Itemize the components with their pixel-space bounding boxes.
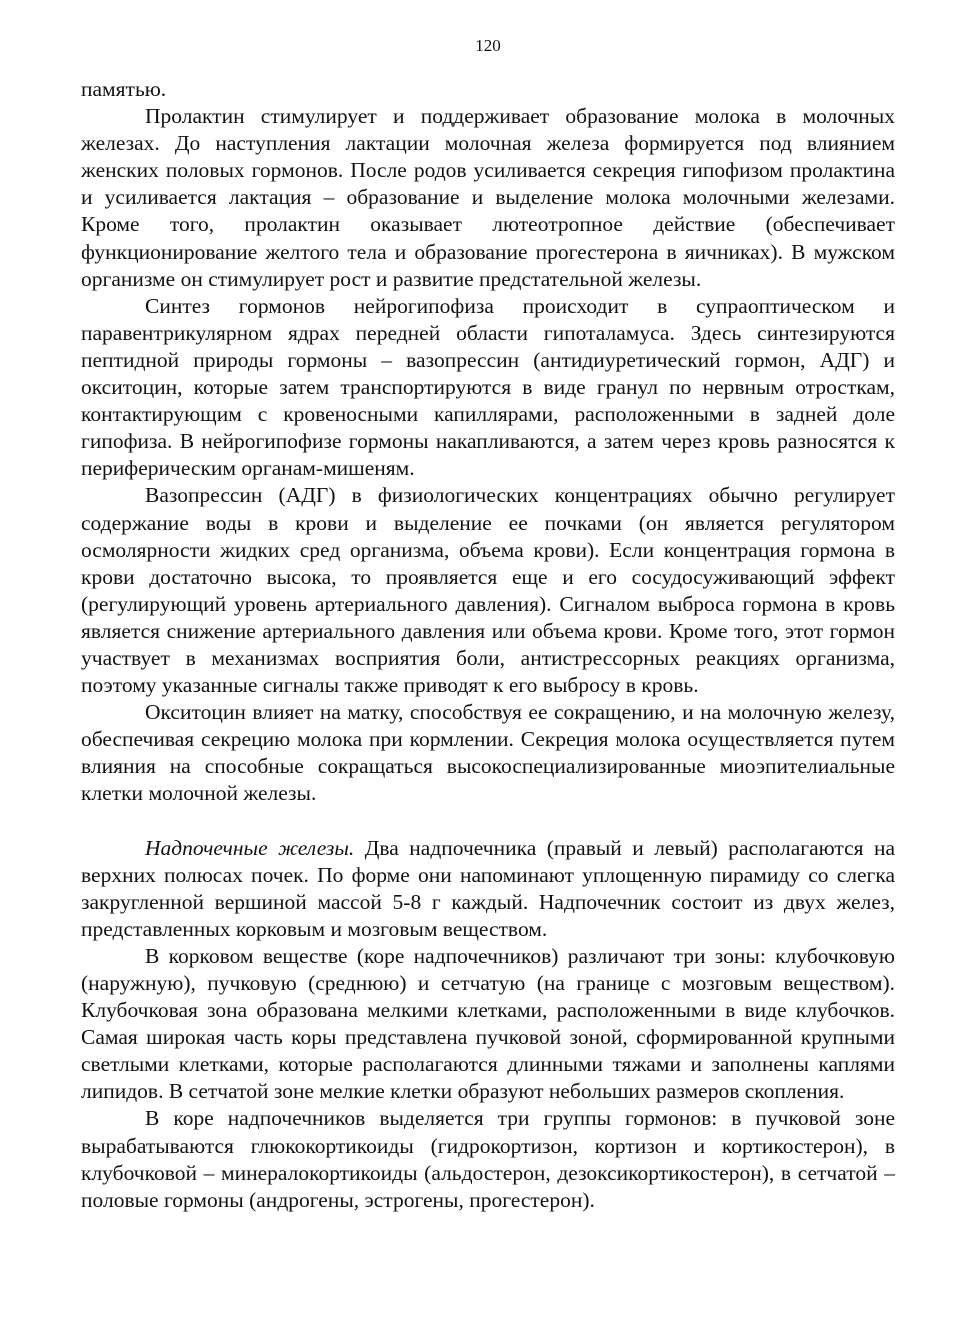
paragraph-continuation: памятью. [81,77,167,101]
section-intro-text: Два надпочечника (правый и левый) располагаются на верхних полюсах почек. По форме они напоминают уплощенную пирамиду со слегка закругленной вершиной массой 5-8 г каждый. Надпочечник состоит из двух желез, представленных корковым и мозговым веществом. [81,835,896,941]
section-heading: Надпочечные железы. [145,835,355,860]
paragraph-cortex-hormones: В коре надпочечников выделяется три группы гормонов: в пучковой зоне вырабатываются глюкокортикоиды (гидрокортизон, кортизон и кортикостерон), в клубочковой – минералокортикоиды (альдостерон, дезоксикортикостерон), в сетчатой – половые гормоны (андрогены, эстрогены, прогестерон). [81,1106,895,1212]
paragraph-vasopressin: Вазопрессин (АДГ) в физиологических концентрациях обычно регулирует содержание воды в крови и выделение ее почками (он является регулятором осмолярности жидких сред организма, объема крови). Если концентрация гормона в крови достаточно высока, то проявляется еще и его сосудосуживающий эффект (регулирующий уровень артериального давления). Сигналом выброса гормона в кровь является снижение артериального давления или объема крови. Кроме того, этот гормон участвует в механизмах восприятия боли, антистрессорных реакциях организма, поэтому указанные сигналы также приводят к его выбросу в кровь. [81,483,895,698]
paragraph-neurohypophysis: Синтез гормонов нейрогипофиза происходит в супраоптическом и паравентрикулярном ядрах передней области гипоталамуса. Здесь синтезируются пептидной природы гормоны – вазопрессин (антидиуретический гормон, АДГ) и окситоцин, которые затем транспортируются в виде гранул по нервным отросткам, контактирующим с кровеносными капиллярами, расположенными в задней доле гипофиза. В нейрогипофизе гормоны накапливаются, а затем через кровь разносятся к периферическим органам-мишеням. [81,293,895,481]
paragraph-adrenal-intro [81,835,895,943]
page-number: 120 [475,36,501,55]
paragraph-prolactin: Пролактин стимулирует и поддерживает образование молока в молочных железах. До наступления лактации молочная железа формируется под влиянием женских половых гормонов. После родов усиливается секреция гипофизом пролактина и усиливается лактация – образование и выделение молока молочными железами. Кроме того, пролактин оказывает лютеотропное действие (обеспечивает функционирование желтого тела и образование прогестерона в яичниках). В мужском организме он стимулирует рост и развитие предстательной железы. [81,104,895,291]
page-body [81,76,895,1214]
paragraph-oxytocin: Окситоцин влияет на матку, способствуя ее сокращению, и на молочную железу, обеспечивая секрецию молока при кормлении. Секреция молока осуществляется путем влияния на способные сокращаться высокоспециализированные миоэпителиальные клетки молочной железы. [81,700,895,806]
paragraph-cortex-zones: В корковом веществе (коре надпочечников) различают три зоны: клубочковую (наружную), пучковую (среднюю) и сетчатую (на границе с мозговым веществом). Клубочковая зона образована мелкими клетками, расположенными в виде клубочков. Самая широкая часть коры представлена пучковой зоной, сформированной крупными светлыми клетками, которые располагаются длинными тяжами и заполнены каплями липидов. В сетчатой зоне мелкие клетки образуют небольших размеров скопления. [81,943,895,1104]
